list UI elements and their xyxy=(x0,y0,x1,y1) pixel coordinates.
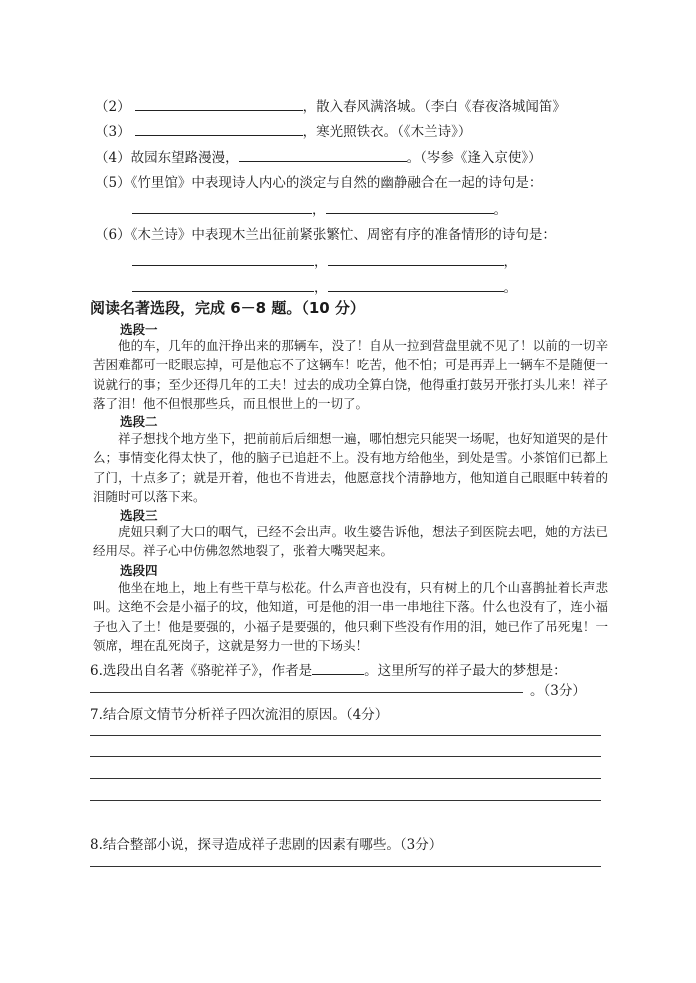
excerpt-text: 他坐在地上，地上有些干草与松花。什么声音也没有，只有树上的几个山喜鹊扯着长声悲叫。这绝不会是小福子的坟，他知道，可是他的泪一串一串地往下落。什么也没有了，连小福子也入了土！他是要强的，小福子是要强的，他只剩下些没有作用的泪，她已作了吊死鬼！一领席，埋在乱死岗子，这就是努力一世的下场头！ xyxy=(93,580,608,653)
question-text: 。（岑参《逢入京使》） xyxy=(406,150,542,166)
question-text: ，散入春风满洛城。（李白《春夜洛城闻笛》 xyxy=(302,99,566,115)
answer-line[interactable] xyxy=(90,800,601,801)
question-7: 7.结合原文情节分析祥子四次流泪的原因。（4分） xyxy=(90,707,389,723)
fill-blank-q2 xyxy=(95,97,566,116)
punctuation: ， xyxy=(312,202,326,218)
answer-line[interactable] xyxy=(90,692,523,693)
excerpt-text: 虎妞只剩了大口的咽气，已经不会出声。收生婆告诉他，想法子到医院去吧，她的方法已经用尽。祥子心中仿佛忽然地裂了，张着大嘴哭起来。 xyxy=(93,524,608,559)
excerpt-label: 选段四 xyxy=(120,563,158,578)
excerpt-label: 选段一 xyxy=(120,322,158,337)
question-text: （4）故园东望路漫漫， xyxy=(95,150,239,166)
punctuation: ， xyxy=(314,254,328,270)
answer-blank[interactable] xyxy=(135,97,303,111)
excerpt-text: 他的车，几年的血汗挣出来的那辆车，没了！自从一拉到营盘里就不见了！以前的一切辛苦困难都可一眨眼忘掉，可是他忘不了这辆车！吃苦，他不怕；可是再弄上一辆车不是随便一说就行的事；至少还得几年的工夫！过去的成功全算白饶，他得重打鼓另开张打头儿来！祥子落了泪！他不但恨那些兵，而且恨世上的一切了。 xyxy=(93,338,608,411)
answer-line[interactable] xyxy=(90,866,601,867)
fill-blank-q6-prompt: （6）《木兰诗》中表现木兰出征前紧张繁忙、周密有序的准备情形的诗句是： xyxy=(95,227,556,243)
answer-blank[interactable] xyxy=(135,122,303,136)
fill-blank-q4 xyxy=(95,148,542,167)
reading-section-title: 阅读名著选段，完成 6－8 题。（10 分） xyxy=(90,299,365,317)
question-text: ，寒光照铁衣。（《木兰诗》） xyxy=(302,124,472,140)
fill-blank-q6-answers-2 xyxy=(132,278,517,297)
answer-line[interactable] xyxy=(90,778,601,779)
answer-line[interactable] xyxy=(90,735,601,736)
punctuation: 。 xyxy=(503,280,517,296)
excerpt-label: 选段三 xyxy=(120,508,158,523)
question-text: 。这里所写的祥子最大的梦想是： xyxy=(364,663,567,679)
answer-blank[interactable] xyxy=(326,200,494,214)
fill-blank-q6-answers-1 xyxy=(132,252,517,271)
answer-line[interactable] xyxy=(90,756,601,757)
question-6-score: 。（3分） xyxy=(530,683,586,699)
question-8: 8.结合整部小说，探寻造成祥子悲剧的因素有哪些。（3分） xyxy=(90,837,443,853)
excerpt-label: 选段二 xyxy=(120,414,158,429)
question-number: （2） xyxy=(95,99,131,115)
answer-blank[interactable] xyxy=(328,252,504,266)
punctuation: ， xyxy=(503,254,517,270)
author-blank[interactable] xyxy=(312,661,364,675)
answer-blank[interactable] xyxy=(132,252,314,266)
answer-blank[interactable] xyxy=(132,278,314,292)
question-number: （3） xyxy=(95,124,131,140)
answer-blank[interactable] xyxy=(239,148,407,162)
punctuation: 。 xyxy=(493,202,507,218)
question-text: 6.选段出自名著《骆驼祥子》，作者是 xyxy=(90,663,313,679)
fill-blank-q3 xyxy=(95,122,471,141)
excerpt-text: 祥子想找个地方坐下，把前前后后细想一遍，哪怕想完只能哭一场呢，也好知道哭的是什么；事情变化得太快了，他的脑子已追赶不上。没有地方给他坐，到处是雪。小茶馆们已都上了门，十点多了；就是开着，他也不肯进去，他愿意找个清静地方，他知道自己眼眶中转着的泪随时可以落下来。 xyxy=(93,431,608,504)
answer-blank[interactable] xyxy=(328,278,504,292)
fill-blank-q5-prompt: （5）《竹里馆》中表现诗人内心的淡定与自然的幽静融合在一起的诗句是： xyxy=(95,175,543,191)
question-6 xyxy=(90,659,567,679)
fill-blank-q5-answers xyxy=(132,200,507,219)
punctuation: ， xyxy=(314,280,328,296)
answer-blank[interactable] xyxy=(132,200,312,214)
